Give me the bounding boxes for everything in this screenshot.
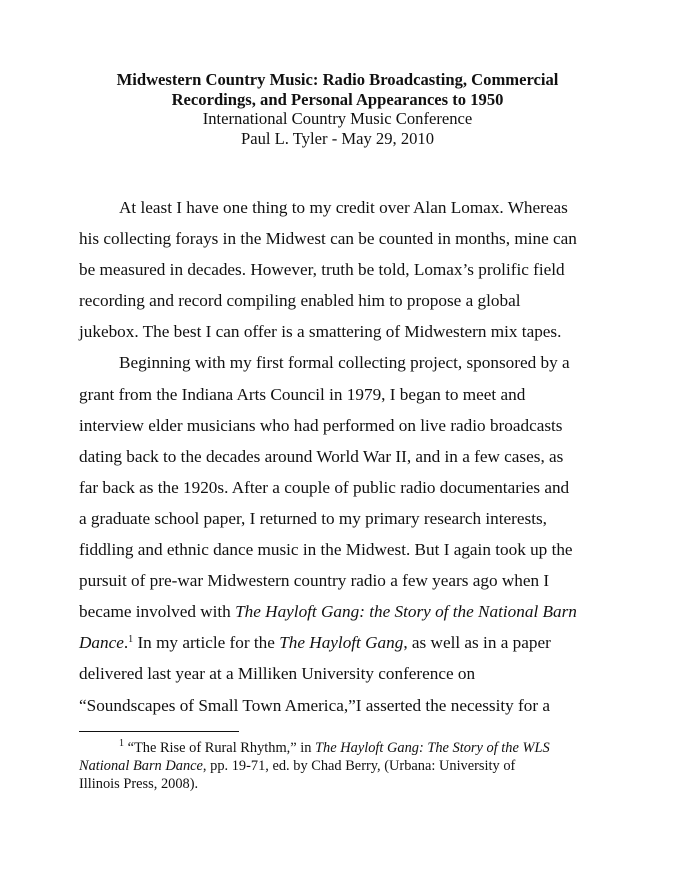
footnote-separator — [79, 731, 239, 732]
paragraph-1-line: jukebox. The best I can offer is a smattering of Midwestern mix tapes. — [79, 322, 562, 342]
text-run: , pp. 19-71, ed. by Chad Berry, (Urbana: University of — [202, 757, 516, 774]
paragraph-2-line — [79, 596, 619, 627]
book-title-italic: Dance — [79, 633, 124, 653]
text-run: In my article for the — [133, 633, 280, 653]
footnote — [79, 740, 619, 793]
footnote-reference[interactable]: 1 — [128, 634, 134, 646]
footnote-line: Illinois Press, 2008). — [79, 775, 199, 792]
footnote-line — [79, 740, 619, 758]
paragraph-2-line: Beginning with my first formal collecting project, sponsored by a — [119, 353, 570, 373]
paragraph-2-line: fiddling and ethnic dance music in the Midwest. But I again took up the — [79, 540, 573, 560]
paragraph-2-line: a graduate school paper, I returned to my primary research interests, — [79, 508, 547, 528]
paragraph-2-line: grant from the Indiana Arts Council in 1979, I began to meet and — [79, 384, 526, 404]
paragraph-2-line — [79, 627, 619, 658]
book-title-italic: The Hayloft Gang: The Story of the WLS — [315, 740, 550, 756]
paragraph-2-line: delivered last year at a Milliken University conference on — [79, 664, 476, 684]
paragraph-1-line: recording and record compiling enabled him to propose a global — [79, 291, 521, 311]
paragraph-2-line: dating back to the decades around World War II, and in a few cases, as — [79, 446, 564, 466]
body-text — [79, 192, 619, 721]
paragraph-1-line: At least I have one thing to my credit over Alan Lomax. Whereas — [119, 198, 568, 217]
footnote-number: 1 — [119, 738, 124, 749]
title-line-2: Recordings, and Personal Appearances to 1950 — [171, 89, 504, 109]
paragraph-1-line: his collecting forays in the Midwest can be counted in months, mine can — [79, 229, 577, 249]
footnote-line — [79, 758, 619, 776]
paragraph-2-line: “Soundscapes of Small Town America,”I asserted the necessity for a — [79, 695, 550, 715]
title-line-1: Midwestern Country Music: Radio Broadcasting, Commercial — [116, 70, 559, 89]
text-run: . — [123, 633, 129, 653]
book-title-italic: The Hayloft Gang — [279, 633, 404, 653]
paragraph-2-line: pursuit of pre-war Midwestern country radio a few years ago when I — [79, 571, 550, 591]
book-title-italic: The Hayloft Gang: the Story of the National Barn — [235, 602, 577, 622]
text-run: became involved with — [79, 602, 236, 622]
paragraph-2-line: interview elder musicians who had performed on live radio broadcasts — [79, 415, 563, 435]
book-title-italic: National Barn Dance — [79, 757, 203, 774]
text-run: “The Rise of Rural Rhythm,” in — [124, 740, 316, 756]
text-run: , as well as in a paper — [403, 633, 551, 653]
author-date: Paul L. Tyler - May 29, 2010 — [240, 128, 435, 148]
paragraph-2-line: far back as the 1920s. After a couple of public radio documentaries and — [79, 477, 570, 497]
paragraph-1-line: be measured in decades. However, truth be told, Lomax’s prolific field — [79, 260, 565, 280]
document-header — [40, 70, 635, 148]
conference-name: International Country Music Conference — [202, 109, 473, 128]
